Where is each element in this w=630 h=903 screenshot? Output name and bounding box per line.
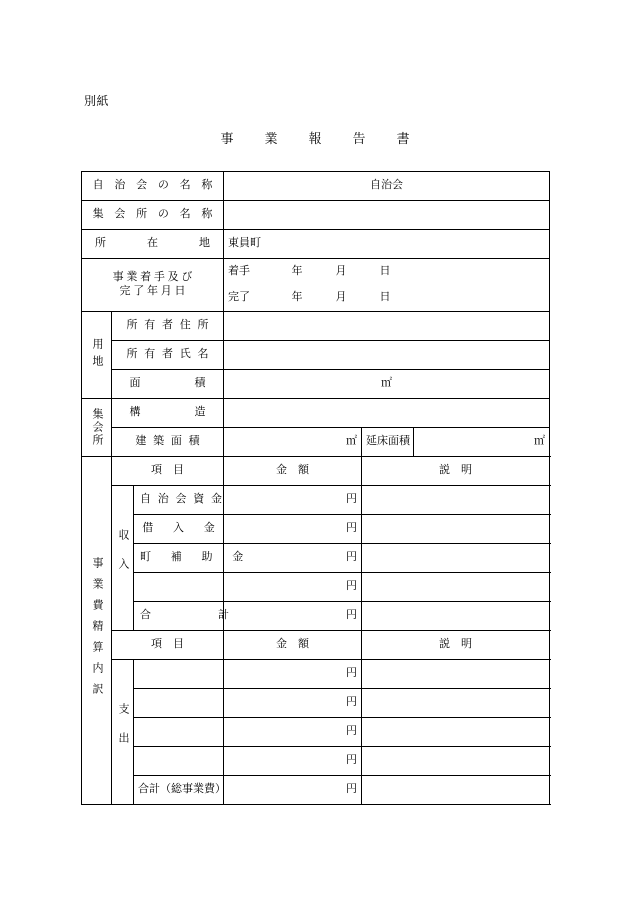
meeting-hall-name-label: 集 会 所 の 名 称 <box>82 201 224 230</box>
income-item-4: 合 計 <box>134 602 224 631</box>
land-area-value[interactable]: ㎡ <box>224 370 550 399</box>
income-item-2: 町 補 助 金 <box>134 544 224 573</box>
expense-amount-3[interactable]: 円 <box>224 747 362 776</box>
table-row <box>82 201 550 230</box>
expense-item-2[interactable] <box>134 718 224 747</box>
table-row <box>82 312 550 341</box>
start-date-value[interactable]: 年 月 日 <box>291 265 391 278</box>
table-row <box>82 428 550 457</box>
end-date-row <box>224 285 550 312</box>
location-label: 所 在 地 <box>82 230 224 259</box>
expense-header-amount: 金 額 <box>224 631 362 660</box>
total-floor-area-value[interactable]: ㎡ <box>414 428 550 457</box>
income-header-item: 項 目 <box>112 457 224 486</box>
table-row <box>82 776 550 805</box>
expense-item-3[interactable] <box>134 747 224 776</box>
settlement-group-label: 事業費精算内訳 <box>82 457 112 805</box>
income-amount-2[interactable]: 円 <box>224 544 362 573</box>
income-note-4[interactable] <box>362 602 550 631</box>
expense-note-0[interactable] <box>362 660 550 689</box>
owner-name-label: 所 有 者 氏 名 <box>112 341 224 370</box>
table-row <box>82 259 550 286</box>
income-amount-3[interactable]: 円 <box>224 573 362 602</box>
expense-note-2[interactable] <box>362 718 550 747</box>
structure-label: 構 造 <box>112 399 224 428</box>
meeting-hall-name-value[interactable] <box>224 201 550 230</box>
income-amount-4[interactable]: 円 <box>224 602 362 631</box>
hall-group-label: 集会所 <box>82 399 112 457</box>
association-name-label: 自 治 会 の 名 称 <box>82 172 224 201</box>
end-date-value[interactable]: 年 月 日 <box>291 291 391 304</box>
building-area-value[interactable]: ㎡ <box>224 428 362 457</box>
expense-header-note: 説 明 <box>362 631 550 660</box>
owner-name-value[interactable] <box>224 341 550 370</box>
table-row <box>82 631 550 660</box>
income-group-label: 収入 <box>112 486 134 631</box>
income-item-3[interactable] <box>134 573 224 602</box>
period-label <box>82 259 224 312</box>
report-form-table <box>81 171 550 805</box>
table-row <box>82 515 550 544</box>
table-row <box>82 544 550 573</box>
structure-value[interactable] <box>224 399 550 428</box>
expense-amount-0[interactable]: 円 <box>224 660 362 689</box>
table-row <box>82 689 550 718</box>
table-row <box>82 399 550 428</box>
income-note-2[interactable] <box>362 544 550 573</box>
start-date-row <box>224 259 550 286</box>
table-row <box>82 718 550 747</box>
income-amount-0[interactable]: 円 <box>224 486 362 515</box>
income-note-0[interactable] <box>362 486 550 515</box>
table-row <box>82 230 550 259</box>
income-item-1: 借 入 金 <box>134 515 224 544</box>
expense-amount-2[interactable]: 円 <box>224 718 362 747</box>
table-row <box>82 660 550 689</box>
attachment-label: 別紙 <box>84 94 110 108</box>
income-item-0: 自 治 会 資 金 <box>134 486 224 515</box>
income-note-3[interactable] <box>362 573 550 602</box>
income-header-amount: 金 額 <box>224 457 362 486</box>
expense-note-1[interactable] <box>362 689 550 718</box>
period-label-line2: 完 了 年 月 日 <box>119 285 186 297</box>
land-group-label: 用地 <box>82 312 112 399</box>
expense-note-3[interactable] <box>362 747 550 776</box>
expense-amount-1[interactable]: 円 <box>224 689 362 718</box>
page-title: 事 業 報 告 書 <box>220 131 419 146</box>
table-row <box>82 602 550 631</box>
table-row <box>82 370 550 399</box>
table-row <box>82 747 550 776</box>
location-value[interactable]: 東員町 <box>224 230 550 259</box>
income-note-1[interactable] <box>362 515 550 544</box>
expense-note-4[interactable] <box>362 776 550 805</box>
expense-item-4: 合計（総事業費） <box>134 776 224 805</box>
owner-address-value[interactable] <box>224 312 550 341</box>
total-floor-area-label: 延床面積 <box>362 428 414 457</box>
period-label-line1: 事 業 着 手 及 び <box>112 271 193 284</box>
end-label: 完了 <box>228 291 251 304</box>
table-row <box>82 486 550 515</box>
table-row <box>82 172 550 201</box>
expense-amount-4[interactable]: 円 <box>224 776 362 805</box>
expense-item-1[interactable] <box>134 689 224 718</box>
association-name-value[interactable]: 自治会 <box>224 172 550 201</box>
table-row <box>82 457 550 486</box>
table-row <box>82 341 550 370</box>
income-header-note: 説 明 <box>362 457 550 486</box>
building-area-label: 建 築 面 積 <box>112 428 224 457</box>
expense-header-item: 項 目 <box>112 631 224 660</box>
start-label: 着手 <box>228 265 251 278</box>
table-row <box>82 573 550 602</box>
land-area-label: 面 積 <box>112 370 224 399</box>
expense-group-label: 支出 <box>112 660 134 805</box>
owner-address-label: 所 有 者 住 所 <box>112 312 224 341</box>
expense-item-0[interactable] <box>134 660 224 689</box>
income-amount-1[interactable]: 円 <box>224 515 362 544</box>
